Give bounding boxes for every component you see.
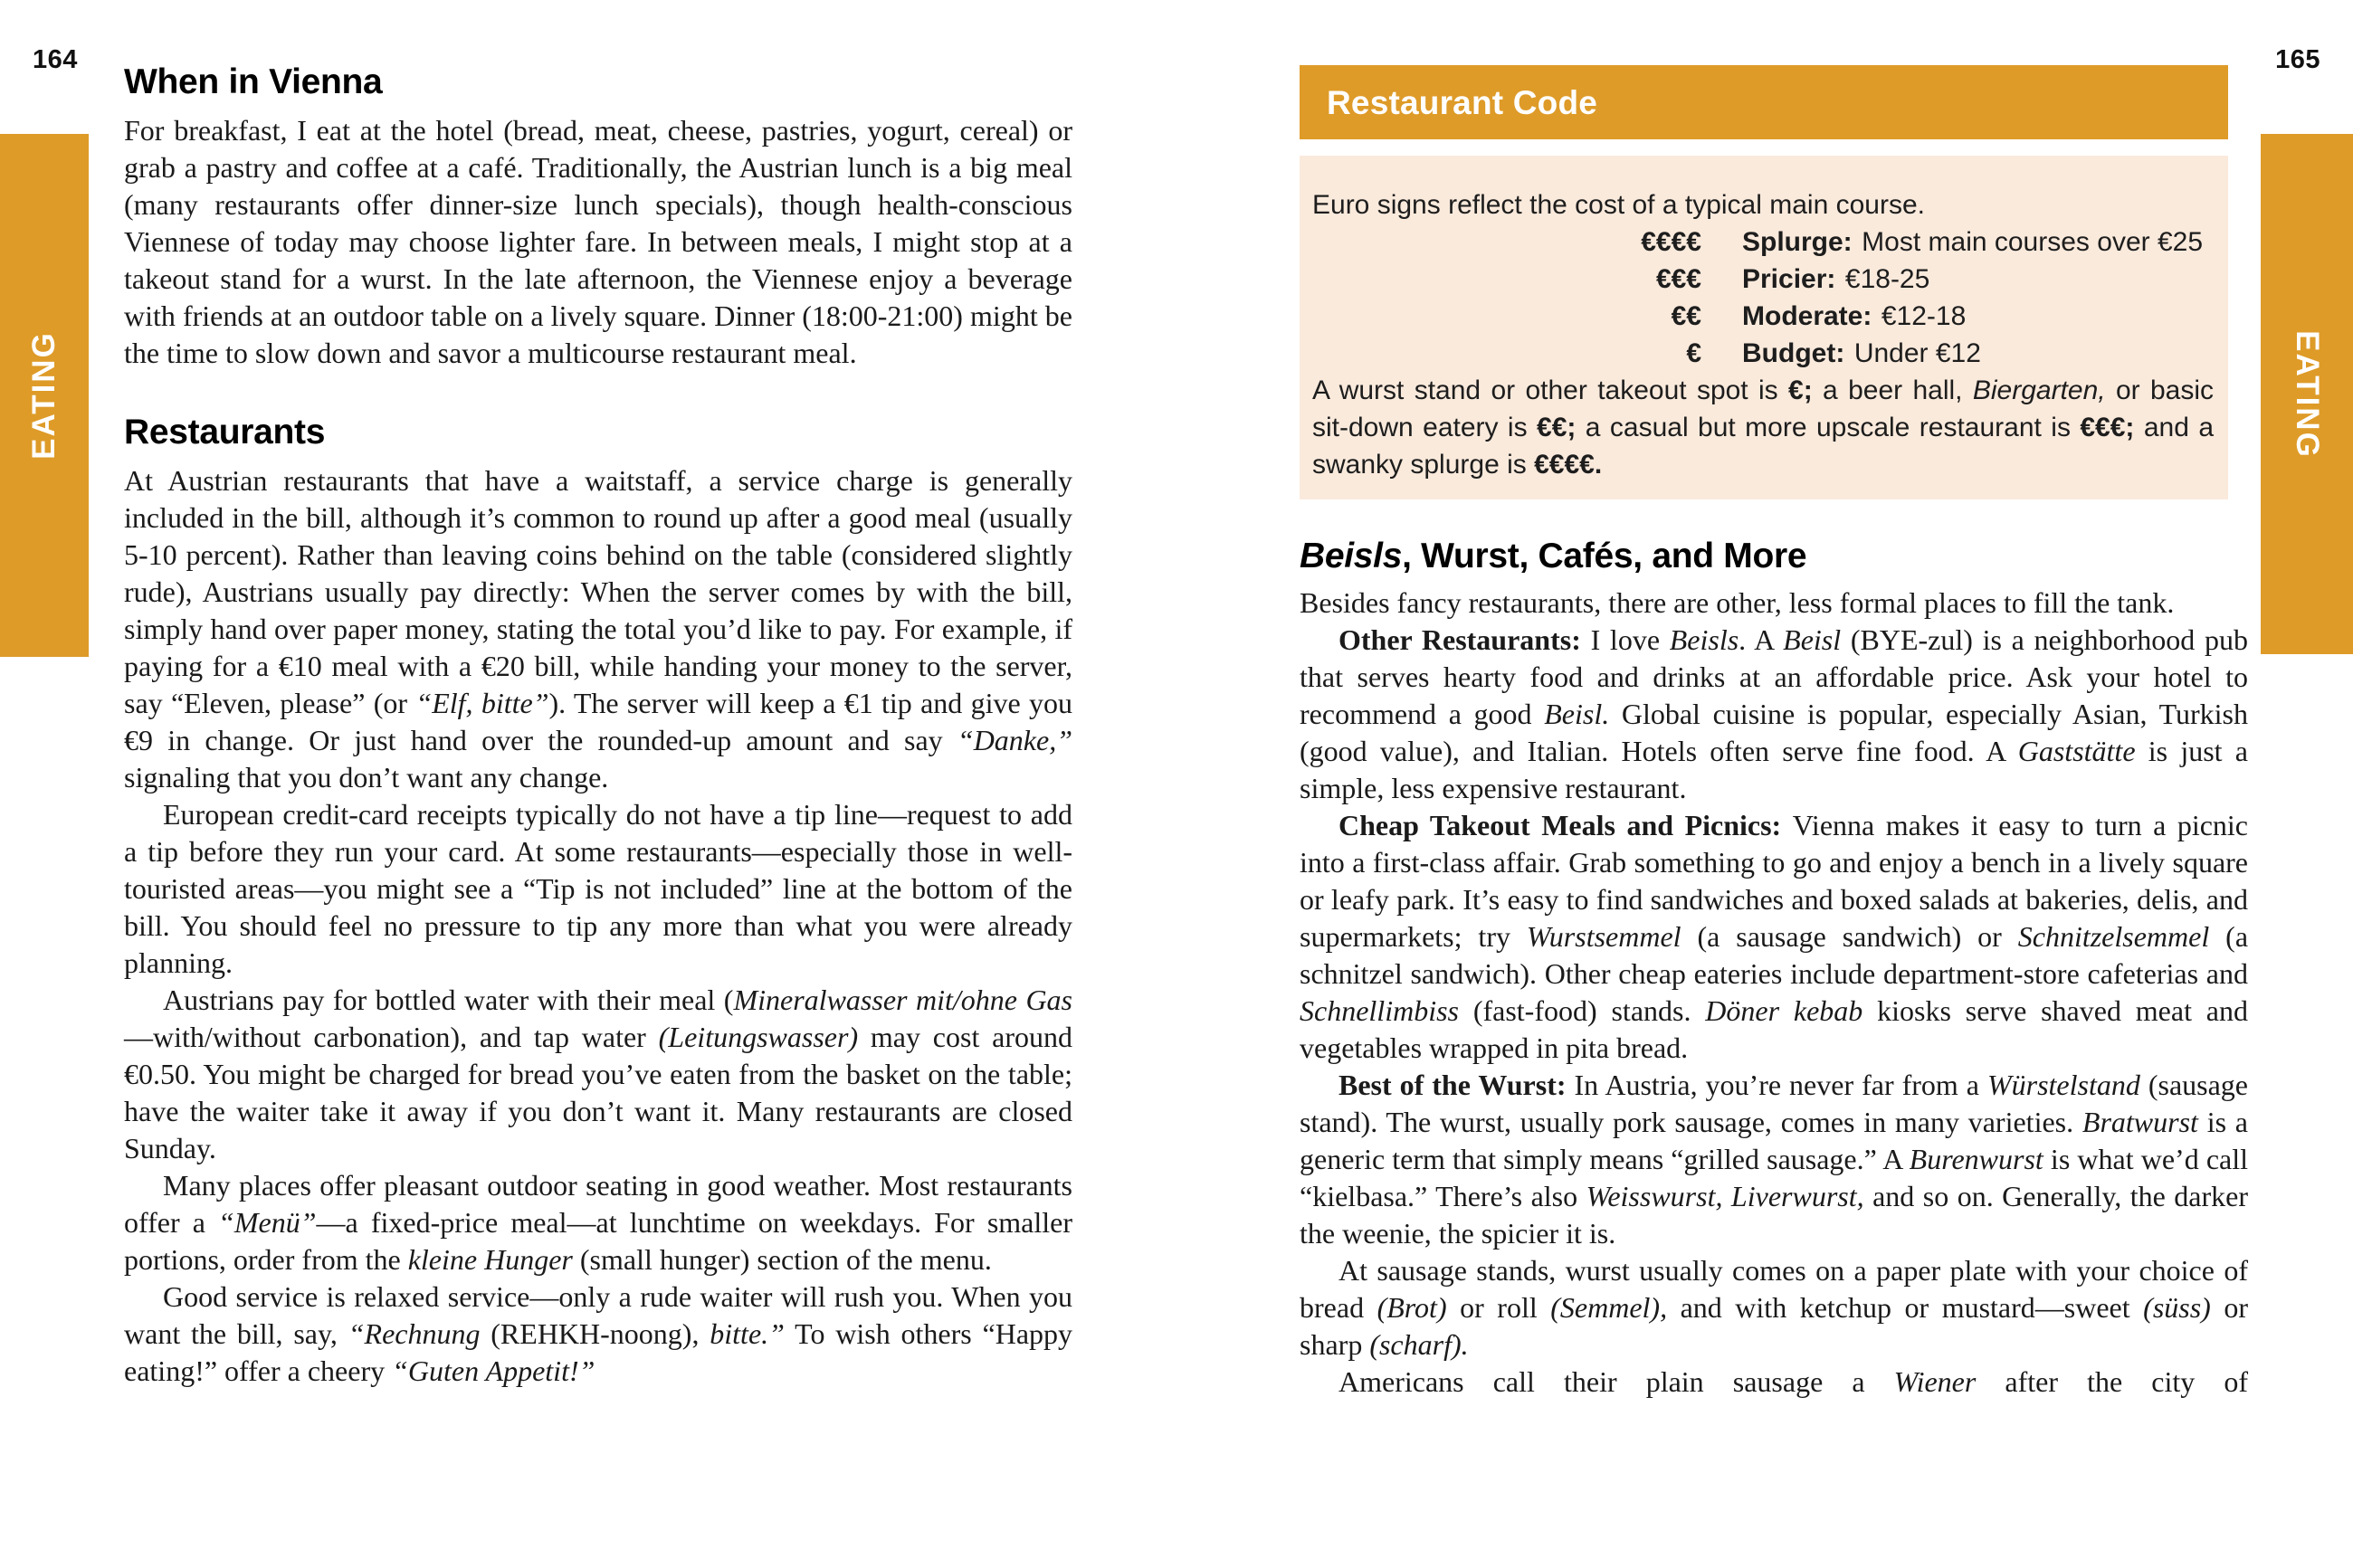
- text-run: Cheap Takeout Meals and Picnics:: [1338, 809, 1793, 841]
- tier-text: [1742, 261, 1929, 298]
- section-heading-restaurants: Restaurants: [124, 413, 326, 451]
- text-run: European credit-card receipts typically do not have a tip line—request to add a tip before they run your card. At some restaurants—especially those in well-touristed areas—you might see a “Tip is not included” line at the bottom of the bill. You should feel no pressure to tip any more than what you were already planning.: [124, 798, 1072, 979]
- text-run: Gaststätte: [2017, 735, 2136, 767]
- section-heading-when-in-vienna: When in Vienna: [124, 62, 383, 101]
- text-run: —with/without carbonation), and tap water: [124, 1021, 659, 1053]
- text-run: Weisswurst, Liverwurst,: [1586, 1180, 1864, 1212]
- text-run: Beisl.: [1544, 698, 1610, 730]
- paragraph: [1300, 622, 2248, 807]
- text-run: Besides fancy restaurants, there are other, less formal places to fill the tank.: [1300, 586, 2175, 619]
- text-run: Würstelstand: [1986, 1069, 2140, 1101]
- text-run: Schnitzelsemmel: [2017, 920, 2210, 953]
- text-run: At sausage stands, wurst usually comes on a paper plate with your choice of bread: [1300, 1254, 2248, 1324]
- text-run: is what we’d call “kielbasa.” There’s also: [1300, 1143, 2248, 1212]
- euro-symbols: €€€€: [1641, 227, 1701, 257]
- text-run: (BYE-zul) is a neighborhood pub that serves hearty food and drinks at an affordable price. Ask your hotel to recommend a good: [1300, 623, 2248, 730]
- text-run: or sharp: [1300, 1291, 2248, 1361]
- page-number-left: 164: [33, 45, 78, 74]
- eating-tab-right: [2261, 134, 2353, 654]
- restaurant-code-header: Restaurant Code: [1300, 65, 2228, 139]
- text-run: For breakfast, I eat at the hotel (bread, meat, cheese, pastries, yogurt, cereal) or grab a pastry and coffee at a café. Traditionally, the Austrian lunch is a big meal (many restaurants offer dinner-size lunch specials), though health-conscious Viennese of today may choose lighter fare. In between meals, I might stop at a takeout stand for a wurst. In the late afternoon, the Viennese enjoy a beverage with friends at an outdoor table on a lively square. Dinner (18:00-21:00) might be the time to slow down and savor a multicourse restaurant meal.: [124, 114, 1072, 369]
- tier-desc: €12-18: [1881, 301, 1967, 331]
- restaurant-code-box: [1300, 156, 2228, 499]
- eating-tab-label-right: EATING: [2290, 329, 2325, 459]
- paragraph: [1300, 1067, 2248, 1252]
- price-tier-row: [1312, 223, 2214, 261]
- price-tier-row: [1312, 335, 2214, 372]
- text-run: Bratwurst: [2082, 1106, 2198, 1138]
- text-run: (Leitungswasser): [658, 1021, 859, 1053]
- text-run: (a schnitzel sandwich). Other cheap eateries include department-store cafeterias and: [1300, 920, 2249, 990]
- text-run: Vienna makes it easy to turn a picnic into a first-class affair. Grab something to go and enjoy a bench in a lively square or leafy park. It’s easy to find sandwiches and boxed salads at bakeries, delis, and supermarkets; try: [1300, 809, 2249, 953]
- text-run: Good service is relaxed service—only a rude waiter will rush you. When you want the bill, say,: [124, 1280, 1072, 1350]
- text-run: “Danke,”: [957, 724, 1072, 756]
- text-run: To wish others “Happy eating!” offer a cheery: [124, 1317, 1073, 1387]
- euro-symbols: €€€: [1655, 264, 1701, 294]
- text-run: (Brot): [1377, 1291, 1447, 1324]
- text-run: Many places offer pleasant outdoor seating in good weather. Most restaurants offer a: [124, 1169, 1072, 1239]
- text-run: “Guten Appetit!”: [392, 1354, 595, 1387]
- restaurants-paragraphs: [124, 462, 1072, 1390]
- tier-label: Moderate:: [1742, 301, 1872, 331]
- text-run: €;: [1788, 375, 1813, 405]
- tier-label: Budget:: [1742, 338, 1845, 368]
- right-page-text-column: [1300, 65, 2248, 1401]
- paragraph: [1300, 584, 2248, 622]
- text-run: and a swanky splurge is: [1312, 413, 2215, 480]
- text-run: and so on. Generally, the darker the weenie, the spicier it is.: [1300, 1180, 2249, 1250]
- euro-symbols: €: [1686, 338, 1701, 368]
- text-run: . A: [1739, 623, 1784, 656]
- code-box-intro: Euro signs reflect the cost of a typical main course.: [1312, 190, 1925, 220]
- text-run: Mineralwasser mit/ohne Gas: [733, 984, 1073, 1016]
- paragraph: [1300, 807, 2248, 1067]
- text-run: kleine Hunger: [407, 1243, 573, 1276]
- tier-label: Pricier:: [1742, 264, 1836, 294]
- paragraph: [124, 796, 1072, 982]
- text-run: “Rechnung: [348, 1317, 481, 1350]
- beisls-section-paragraphs: [1300, 584, 2248, 1401]
- left-page-text-column: [124, 63, 1072, 1390]
- text-run: or roll: [1446, 1291, 1551, 1324]
- text-run: Other Restaurants:: [1338, 623, 1591, 656]
- text-run: kiosks serve shaved meat and vegetables wrapped in pita bread.: [1300, 994, 2248, 1064]
- text-run: (scharf).: [1369, 1328, 1469, 1361]
- eating-tab-label-left: EATING: [26, 331, 62, 460]
- tier-text: [1742, 298, 1966, 335]
- text-run: Beisls: [1300, 537, 1403, 575]
- text-run: Biergarten,: [1972, 375, 2106, 405]
- text-run: Americans call their plain sausage a: [1338, 1365, 1894, 1398]
- text-run: —a fixed-price meal—at lunchtime on weekdays. For smaller portions, order from the: [124, 1206, 1072, 1276]
- text-run: I love: [1590, 623, 1670, 656]
- text-run: (REHKH-noong),: [480, 1317, 710, 1350]
- euro-symbols: €€: [1671, 301, 1701, 331]
- text-run: €€€;: [2080, 413, 2135, 442]
- text-run: At Austrian restaurants that have a waitstaff, a service charge is generally included in the bill, although it’s common to round up after a good meal (usually 5-10 percent). Rather than leaving coins behind on the table (considered slightly rude), Austrians usually pay directly: When the server comes by with the bill, simply hand over paper money, stating the total you’d like to pay. For example, if paying for a €10 meal with a €20 bill, while handing your money to the server, say “Eleven, please” (or: [124, 464, 1072, 719]
- text-run: a casual but more upscale restaurant is: [1576, 413, 2081, 442]
- text-run: (sausage stand). The wurst, usually pork sausage, comes in many varieties.: [1300, 1069, 2249, 1138]
- text-run: after the city of: [1976, 1365, 2249, 1398]
- text-run: (fast-food) stands.: [1458, 994, 1706, 1027]
- text-run: €€€€.: [1534, 450, 1603, 480]
- tier-text: [1742, 223, 2203, 261]
- text-run: , Wurst, Cafés, and More: [1402, 537, 1807, 575]
- tier-desc: Most main courses over €25: [1862, 227, 2204, 257]
- text-run: (süss): [2143, 1291, 2211, 1324]
- price-tier-row: [1312, 298, 2214, 335]
- text-run: or basic sit-down eatery is: [1312, 375, 2214, 442]
- paragraph: [124, 1278, 1072, 1390]
- text-run: (Semmel),: [1550, 1291, 1668, 1324]
- text-run: ). The server will keep a €1 tip and give you €9 in change. Or just hand over the rounded-up amount and say: [124, 687, 1073, 756]
- text-run: “Menü”: [218, 1206, 317, 1239]
- paragraph: [124, 112, 1072, 372]
- text-run: may cost around €0.50. You might be charged for bread you’ve eaten from the basket on the table; have the waiter take it away if you don’t want it. Many restaurants are closed Sunday.: [124, 1021, 1073, 1164]
- paragraph: [124, 982, 1072, 1167]
- when-in-vienna-paragraphs: [124, 112, 1072, 372]
- text-run: bitte.”: [710, 1317, 785, 1350]
- code-box-outro: [1312, 372, 2214, 483]
- text-run: Wiener: [1893, 1365, 1977, 1398]
- text-run: In Austria, you’re never far from a: [1574, 1069, 1987, 1101]
- text-run: €€;: [1537, 413, 1577, 442]
- text-run: Döner kebab: [1705, 994, 1863, 1027]
- price-tier-row: [1312, 261, 2214, 298]
- text-run: Global cuisine is popular, especially Asian, Turkish (good value), and Italian. Hotels often serve fine food. A: [1300, 698, 2249, 767]
- text-run: Wurstsemmel: [1526, 920, 1681, 953]
- paragraph: [124, 462, 1072, 796]
- text-run: and with ketchup or mustard—sweet: [1667, 1291, 2144, 1324]
- text-run: Beisls: [1669, 623, 1739, 656]
- text-run: (small hunger) section of the menu.: [572, 1243, 992, 1276]
- page-number-right: 165: [2275, 45, 2320, 74]
- tier-text: [1742, 335, 1981, 372]
- tier-label: Splurge:: [1742, 227, 1853, 257]
- paragraph: [124, 1167, 1072, 1278]
- text-run: Beisl: [1783, 623, 1842, 656]
- section-heading-beisls-wurst-cafes: [1300, 537, 2248, 575]
- text-run: Schnellimbiss: [1300, 994, 1459, 1027]
- text-run: “Elf, bitte”: [415, 687, 549, 719]
- paragraph: [1300, 1364, 2248, 1401]
- text-run: is just a simple, less expensive restaurant.: [1300, 735, 2249, 804]
- text-run: Burenwurst: [1909, 1143, 2043, 1175]
- text-run: a beer hall,: [1812, 375, 1973, 405]
- tier-desc: €18-25: [1844, 264, 1930, 294]
- text-run: is a generic term that simply means “grilled sausage.” A: [1300, 1106, 2249, 1175]
- tier-desc: Under €12: [1853, 338, 1981, 368]
- text-run: A wurst stand or other takeout spot is: [1312, 375, 1789, 405]
- text-run: Austrians pay for bottled water with their meal (: [163, 984, 734, 1016]
- text-run: Best of the Wurst:: [1338, 1069, 1575, 1101]
- eating-tab-left: [0, 134, 89, 657]
- text-run: signaling that you don’t want any change.: [124, 761, 609, 794]
- text-run: (a sausage sandwich) or: [1681, 920, 2018, 953]
- paragraph: [1300, 1252, 2248, 1364]
